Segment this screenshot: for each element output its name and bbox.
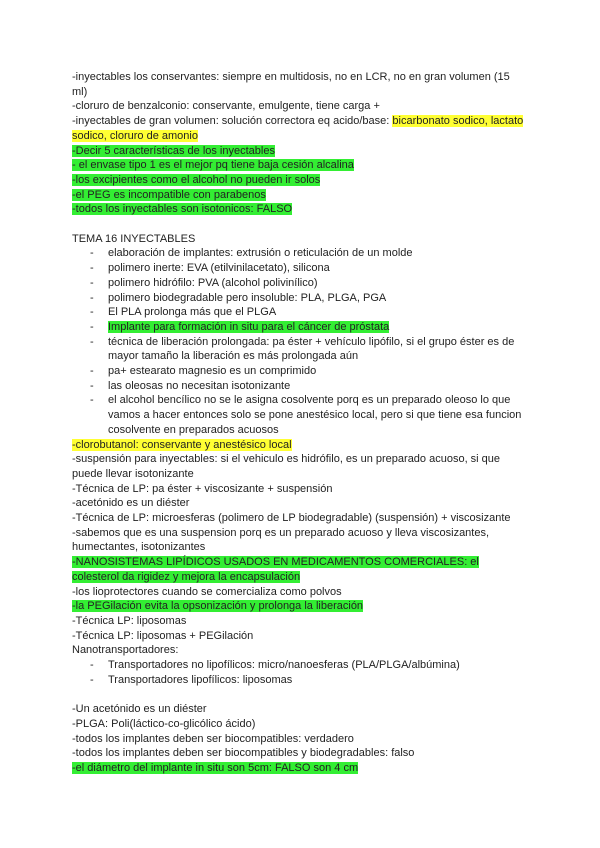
text-line <box>72 114 542 129</box>
text-line: Nanotransportadores: <box>72 644 179 657</box>
green-highlight: -la PEGilación evita la opsonización y prolonga la liberación <box>72 600 364 613</box>
list-item-continuation: mayor tamaño la liberación es más prolongada aún <box>108 350 359 363</box>
text-line: -Un acetónido es un diéster <box>72 703 207 716</box>
list-item: - pa+ estearato magnesio es un comprimido <box>72 364 542 379</box>
text-line: humectantes, isotonizantes <box>72 541 206 554</box>
text-line: -todos los implantes deben ser biocompatibles y biodegradables: falso <box>72 747 415 760</box>
green-highlight: Implante para formación in situ para el cáncer de próstata <box>108 320 390 333</box>
list-item-continuation: vamos a hacer entonces solo se pone anestésico local, pero si que tiene esa funcion <box>108 409 522 422</box>
text-line: -Técnica de LP: pa éster + viscosizante + suspensión <box>72 482 333 495</box>
text-line: -PLGA: Poli(láctico-co-glicólico ácido) <box>72 717 256 730</box>
tema-list <box>72 246 542 437</box>
green-highlight: -el PEG es incompatible con parabenos <box>72 188 266 201</box>
text-span: -inyectables de gran volumen: solución correctora eq acido/base: <box>72 115 393 128</box>
text-line <box>72 202 542 217</box>
text-line <box>72 761 542 776</box>
green-highlight: -el diámetro del implante in situ son 5cm: FALSO son 4 cm <box>72 762 359 775</box>
green-highlight: -NANOSISTEMAS LIPÍDICOS USADOS EN MEDICAMENTOS COMERCIALES: el <box>72 556 479 569</box>
section-title: TEMA 16 INYECTABLES <box>72 232 196 245</box>
text-line: -cloruro de benzalconio: conservante, emulgente, tiene carga + <box>72 100 380 113</box>
green-highlight: -los excipientes como el alcohol no pueden ir solos <box>72 173 321 186</box>
text-line: -los lioprotectores cuando se comercializa como polvos <box>72 585 342 598</box>
text-line: -Técnica de LP: microesferas (polimero de LP biodegradable) (suspensión) + viscosizante <box>72 512 511 525</box>
text-line <box>72 173 542 188</box>
green-highlight: - el envase tipo 1 es el mejor pq tiene baja cesión alcalina <box>72 159 354 172</box>
list-item: - Transportadores lipofílicos: liposomas <box>72 673 542 688</box>
text-line: puede llevar isotonizante <box>72 467 194 480</box>
text-line: -Técnica LP: liposomas <box>72 615 187 627</box>
text-line <box>72 438 542 453</box>
list-item: - Transportadores no lipofílicos: micro/nanoesferas (PLA/PLGA/albúmina) <box>72 658 542 673</box>
list-item: - polimero hidrófilo: PVA (alcohol polivinílico) <box>72 276 542 291</box>
text-line: -suspensión para inyectables: si el vehiculo es hidrófilo, es un preparado acuoso, si que <box>72 453 501 466</box>
text-line: -todos los implantes deben ser biocompatibles: verdadero <box>72 732 354 745</box>
list-item: - El PLA prolonga más que el PLGA <box>72 305 542 320</box>
list-item: - técnica de liberación prolongada: pa éster + vehículo lipófilo, si el grupo éster es de <box>72 335 542 350</box>
green-highlight: colesterol da rigidez y mejora la encapsulación <box>72 570 301 583</box>
list-item: - polimero biodegradable pero insoluble: PLA, PLGA, PGA <box>72 291 542 306</box>
yellow-highlight: -clorobutanol: conservante y anestésico local <box>72 438 292 451</box>
list-item-continuation: cosolvente en preparados acuosos <box>108 423 279 436</box>
list-item: - elaboración de implantes: extrusión o reticulación de un molde <box>72 246 542 261</box>
nano-list <box>72 658 542 687</box>
text-line: -sabemos que es una suspension porq es un preparado acuoso y lleva viscosizantes, <box>72 526 490 539</box>
list-item: - las oleosas no necesitan isotonizante <box>72 379 542 394</box>
yellow-highlight: sodico, cloruro de amonio <box>72 129 198 142</box>
list-item: - el alcohol bencílico no se le asigna cosolvente porq es un preparado oleoso lo que <box>72 393 542 408</box>
text-line <box>72 188 542 203</box>
text-line: -acetónido es un diéster <box>72 497 190 510</box>
document-page <box>72 70 542 776</box>
green-highlight: -Decir 5 características de los inyectables <box>72 144 275 157</box>
text-line <box>72 129 542 144</box>
text-line: ml) <box>72 85 88 98</box>
spacer <box>72 217 542 232</box>
spacer <box>72 688 542 703</box>
text-line <box>72 599 542 614</box>
yellow-highlight: bicarbonato sodico, lactato <box>392 115 524 128</box>
list-item: - polimero inerte: EVA (etilvinilacetato), silicona <box>72 261 542 276</box>
text-line <box>72 158 542 173</box>
green-highlight: -todos los inyectables son isotonicos: FALSO <box>72 203 293 216</box>
text-line: -Técnica LP: liposomas + PEGilación <box>72 629 254 642</box>
text-line <box>72 555 542 570</box>
text-line <box>72 144 542 159</box>
text-line <box>72 570 542 585</box>
list-item <box>72 320 542 335</box>
text-line: -inyectables los conservantes: siempre en multidosis, no en LCR, no en gran volumen (15 <box>72 71 510 83</box>
